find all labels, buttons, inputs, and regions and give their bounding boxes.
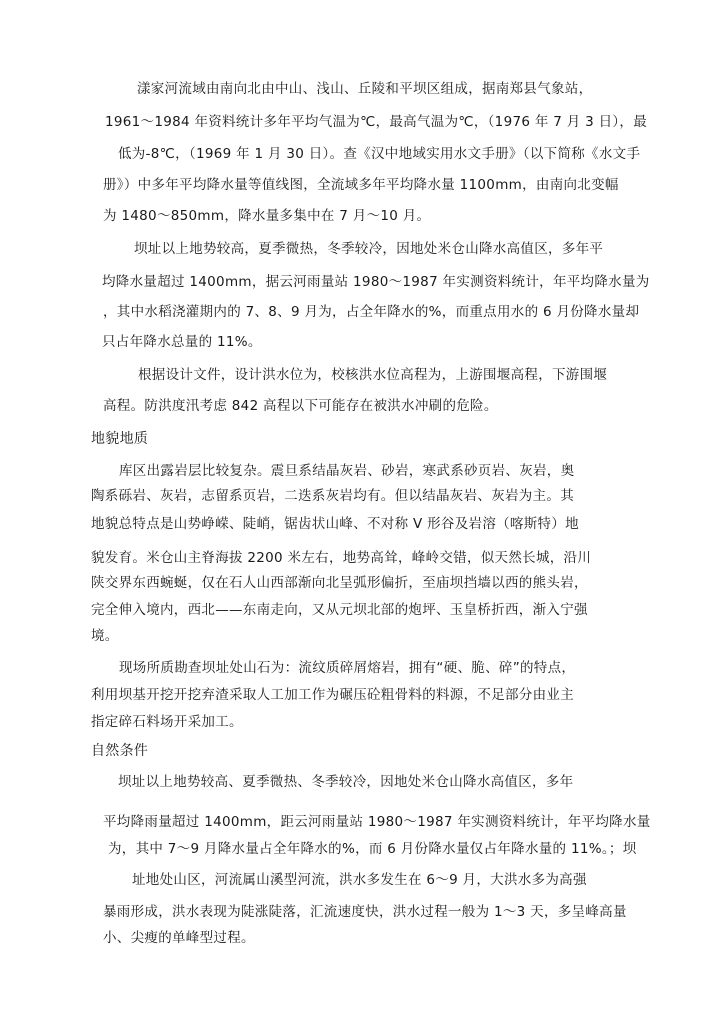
paragraph-line: 为，其中 7～9 月降水量占全年降水的%，而 6 月份降水量仅占年降水量的 11%。；坝 [108, 841, 637, 857]
paragraph-line: ，其中水稻浇灌期内的 7、8、9 月为，占全年降水的%，而重点用水的 6 月份降水量却 [103, 304, 640, 320]
paragraph-line: 平均降雨量超过 1400mm，距云河雨量站 1980～1987 年实测资料统计，年平均降水量 [103, 814, 651, 830]
paragraph-line: 均降水量超过 1400mm，据云河雨量站 1980～1987 年实测资料统计，年平均降水量为 [102, 274, 650, 290]
paragraph-line: 陕交界东西蜿蜒，仅在石人山西部渐向北呈弧形偏折，至庙坝挡墙以西的熊头岩， [91, 575, 588, 591]
paragraph-line: 陶系砾岩、灰岩，志留系页岩，二迭系灰岩均有。但以结晶灰岩、灰岩为主。其 [91, 488, 574, 504]
paragraph-line: 址地处山区，河流属山溪型河流，洪水多发生在 6～9 月，大洪水多为高强 [132, 872, 587, 888]
paragraph-line: 地貌总特点是山势峥嵘、陡峭，锯齿状山峰、不对称 V 形谷及岩溶（喀斯特）地 [91, 516, 579, 532]
paragraph-line: 利用坝基开挖开挖弃渣采取人工加工作为碾压砼粗骨料的料源，不足部分由业主 [91, 687, 574, 703]
section-heading: 地貌地质 [91, 431, 149, 447]
paragraph-line: 完全伸入境内，西北——东南走向，又从元坝北部的炮坪、玉皇桥折西，渐入宁强 [91, 602, 588, 618]
paragraph-line: 小、尖瘦的单峰型过程。 [103, 930, 255, 946]
paragraph-line: 坝址以上地势较高、夏季微热、冬季较冷，因地处米仓山降水高值区，多年 [118, 774, 574, 790]
paragraph-line: 册》）中多年平均降水量等值线图，全流域多年平均降水量 1100mm，由南向北变幅 [103, 177, 619, 193]
paragraph-line: 高程。防洪度汛考虑 842 高程以下可能存在被洪水冲刷的危险。 [103, 398, 498, 414]
paragraph-line: 现场所质勘查坝址处山石为：流纹质碎屑熔岩，拥有“硬、脆、碎”的特点， [119, 660, 576, 676]
paragraph-line: 暴雨形成，洪水表现为陡涨陡落，汇流速度快，洪水过程一般为 1～3 天，多呈峰高量 [103, 904, 627, 920]
section-heading: 自然条件 [91, 743, 149, 759]
paragraph-line: 只占年降水总量的 11%。 [102, 334, 262, 350]
paragraph-line: 貌发育。米仓山主脊海拔 2200 米左右，地势高耸，峰岭交错，似天然长城，沿川 [91, 550, 592, 566]
paragraph-line: 境。 [91, 628, 119, 644]
paragraph-line: 库区出露岩层比较复杂。震旦系结晶灰岩、砂岩，寒武系砂页岩、灰岩，奥 [119, 463, 575, 479]
paragraph-line: 1961～1984 年资料统计多年平均气温为℃，最高气温为℃，（1976 年 7 月 3 日），最 [105, 114, 648, 130]
paragraph-line: 指定碎石料场开采加工。 [91, 714, 243, 730]
paragraph-line: 坝址以上地势较高，夏季微热，冬季较冷，因地处米仓山降水高值区，多年平 [134, 241, 604, 257]
paragraph-line: 为 1480～850mm，降水量多集中在 7 月～10 月。 [103, 208, 431, 224]
paragraph-line: 根据设计文件，设计洪水位为，校核洪水位高程为，上游围堰高程，下游围堰 [138, 367, 608, 383]
paragraph-line: 漾家河流域由南向北由中山、浅山、丘陵和平坝区组成，据南郑县气象站， [137, 81, 593, 97]
paragraph-line: 低为-8℃，（1969 年 1 月 30 日）。查《汉中地域实用水文手册》（以下简称《水文手 [118, 146, 641, 162]
